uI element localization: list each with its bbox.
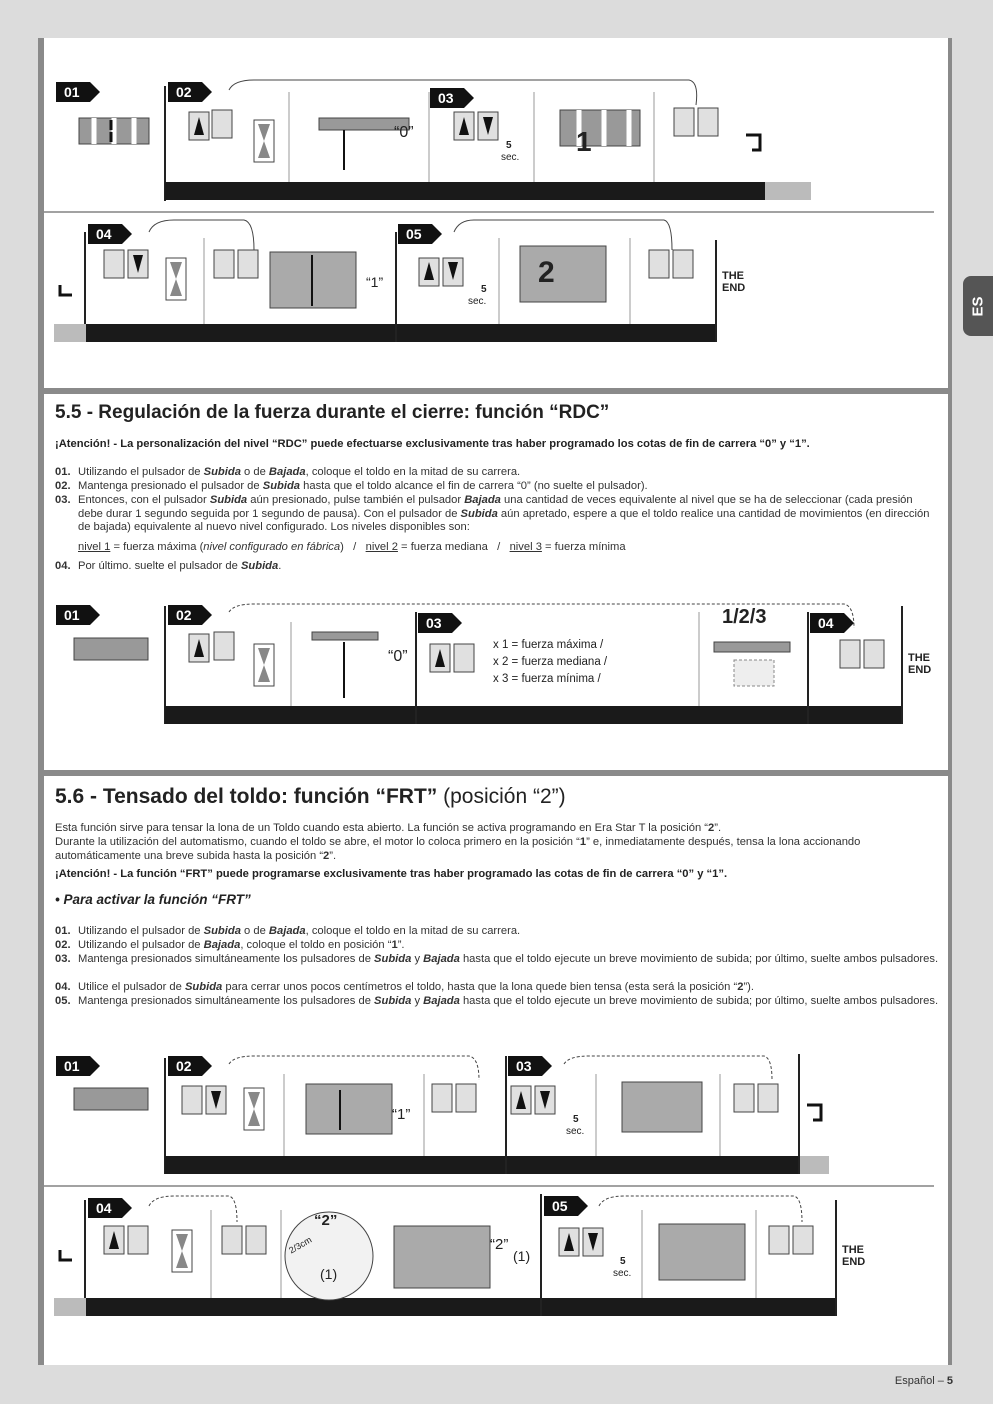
distance-label: 2/3cm bbox=[287, 1234, 314, 1256]
position-label: “1” bbox=[392, 1106, 411, 1123]
the-end-label: THE END bbox=[842, 1244, 866, 1268]
section-title: 5.6 - Tensado del toldo: función “FRT” (posición “2”) bbox=[55, 785, 566, 808]
list-item: 01. Utilizando el pulsador de Subida o de Bajada, coloque el toldo en la mitad de su carrera. bbox=[55, 925, 521, 937]
list-item: 03. Entonces, con el pulsador Subida aún presionado, pulse también el pulsador Bajada una cantidad de veces equivalente al nivel que se ha de seleccionar (cada presión debe durar 1 segundo seguida por 1 segundo de pausa). Con el pulsador de Subida aún apretado, espere a que el toldo realice una cantidad de movimientos (en dirección de bajada) equivalente al nuevo nivel configurado. Los niveles disponibles son: bbox=[55, 494, 930, 534]
seconds-value: 5 bbox=[506, 140, 512, 151]
seconds-value: 5 bbox=[620, 1256, 626, 1267]
position-label: (1) bbox=[513, 1248, 531, 1264]
the-end-label: THE END bbox=[908, 652, 932, 676]
seconds-value: 5 bbox=[481, 284, 487, 295]
step-badge: 04 bbox=[818, 615, 834, 631]
list-item: 03. Mantenga presionados simultáneamente los pulsadores de Subida y Bajada hasta que el toldo ejecute un breve movimiento de subida; por último, suelte ambos pulsadores. bbox=[55, 953, 939, 965]
list-item: 02. Mantenga presionado el pulsador de Subida hasta que el toldo alcance el fin de carrera “0” (no suelte el pulsador). bbox=[55, 480, 648, 492]
list-item: 04. Por último. suelte el pulsador de Subida. bbox=[55, 560, 282, 572]
section-divider bbox=[38, 770, 952, 776]
position-label: “1” bbox=[366, 274, 384, 290]
subheading: • Para activar la función “FRT” bbox=[55, 892, 251, 907]
levels-line: nivel 1 = fuerza máxima (nivel configurado en fábrica) / nivel 2 = fuerza mediana / nivel 3 = fuerza mínima bbox=[78, 541, 626, 553]
intro-text: Esta función sirve para tensar la lona de un Toldo cuando esta abierto. La función se activa programando en Era Star T la posición “2”. bbox=[55, 822, 722, 834]
step-badge: 03 bbox=[426, 615, 442, 631]
section-title: 5.5 - Regulación de la fuerza durante el cierre: función “RDC” bbox=[55, 402, 610, 423]
seconds-unit: sec. bbox=[468, 296, 487, 307]
rdc-diagram bbox=[44, 598, 944, 728]
step-badge: 05 bbox=[552, 1198, 568, 1214]
option-line: x 2 = fuerza mediana / bbox=[493, 656, 608, 668]
seconds-value: 5 bbox=[573, 1114, 579, 1125]
position-number: 2 bbox=[538, 256, 555, 289]
position-label: “2” bbox=[490, 1236, 509, 1253]
list-item: 04. Utilice el pulsador de Subida para cerrar unos pocos centímetros el toldo, hasta que la lona quede bien tensa (esta será la posición “2”). bbox=[55, 981, 754, 993]
option-line: x 3 = fuerza mínima / bbox=[493, 673, 601, 685]
option-line: x 1 = fuerza máxima / bbox=[493, 639, 604, 651]
warning-text: ¡Atención! - La función “FRT” puede programarse exclusivamente tras haber programado las cotas de fin de carrera “0” y “1”. bbox=[55, 868, 728, 880]
step-badge: 04 bbox=[96, 1200, 112, 1216]
position-label: “0” bbox=[394, 124, 414, 141]
position-label: “0” bbox=[388, 648, 408, 665]
step-badge: 01 bbox=[64, 1058, 80, 1074]
the-end-label: THE END bbox=[722, 270, 746, 294]
warning-text: ¡Atención! - La personalización del nivel “RDC” puede efectuarse exclusivamente tras haber programado los cotas de fin de carrera “0” y “1”. bbox=[55, 438, 810, 450]
list-item: 05. Mantenga presionados simultáneamente los pulsadores de Subida y Bajada hasta que el toldo ejecute un breve movimiento de subida; por último, suelte ambos pulsadores. bbox=[55, 995, 939, 1007]
step-badge: 02 bbox=[176, 1058, 192, 1074]
step-badge: 01 bbox=[64, 84, 80, 100]
list-item: 02. Utilizando el pulsador de Bajada, coloque el toldo en posición “1”. bbox=[55, 939, 405, 951]
position-number: 1 bbox=[576, 126, 592, 157]
step-badge: 02 bbox=[176, 607, 192, 623]
language-tab[interactable]: ES bbox=[963, 276, 993, 336]
seconds-unit: sec. bbox=[501, 152, 520, 163]
page-footer: Español – 5 bbox=[894, 1375, 953, 1387]
step-badge: 03 bbox=[516, 1058, 532, 1074]
seconds-unit: sec. bbox=[566, 1126, 585, 1137]
step-badge: 01 bbox=[64, 607, 80, 623]
step-badge: 02 bbox=[176, 84, 192, 100]
intro-text: Durante la utilización del automatismo, cuando el toldo se abre, el motor lo coloca primero en la posición “1” e, inmediatamente después, tensa la lona accionando automáticamente una breve subida hasta la posición “2”. bbox=[55, 836, 861, 862]
position-label: (1) bbox=[320, 1266, 338, 1282]
step-badge: 03 bbox=[438, 90, 454, 106]
levels-label: 1/2/3 bbox=[722, 606, 767, 628]
step-badge: 05 bbox=[406, 226, 422, 242]
seconds-unit: sec. bbox=[613, 1268, 632, 1279]
list-item: 01. Utilizando el pulsador de Subida o de Bajada, coloque el toldo en la mitad de su carrera. bbox=[55, 466, 521, 478]
frt-diagram bbox=[44, 1050, 944, 1320]
section-divider bbox=[38, 388, 952, 394]
step-badge: 04 bbox=[96, 226, 112, 242]
top-diagram bbox=[44, 60, 944, 360]
position-label: “2” bbox=[314, 1212, 338, 1229]
